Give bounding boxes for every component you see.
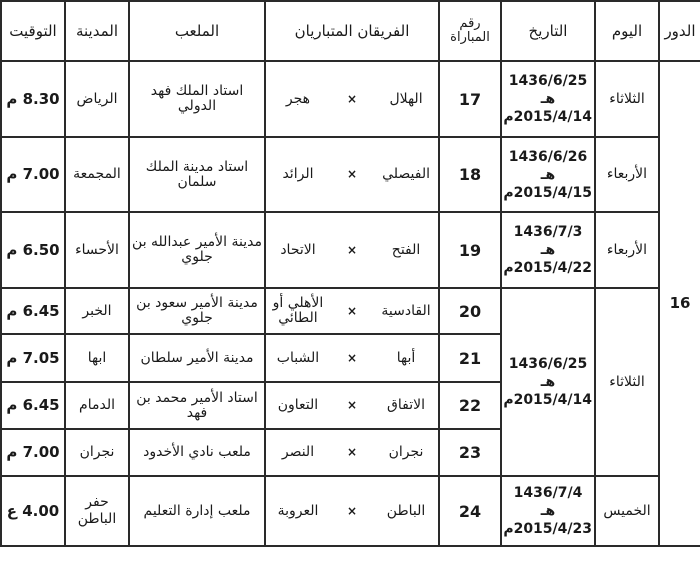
date-cell <box>501 212 595 288</box>
day-cell: الثلاثاء <box>595 288 659 476</box>
date-gregorian: 2015/4/14م <box>503 392 592 408</box>
date-gregorian: 2015/4/15م <box>503 184 592 201</box>
date-gregorian: 2015/4/23م <box>503 521 592 537</box>
stadium-cell: ملعب نادي الأخدود <box>129 429 265 476</box>
header-date: التاريخ <box>501 1 595 61</box>
match-number: 24 <box>439 476 501 546</box>
date-cell <box>501 61 595 137</box>
date-hijri: 1436/6/26 هـ <box>508 148 588 183</box>
team-b: العروبة <box>277 502 319 519</box>
team-b: التعاون <box>277 397 319 413</box>
match-number: 22 <box>439 382 501 429</box>
team-a: الباطن <box>386 502 426 519</box>
teams-cell <box>265 382 439 429</box>
city-cell: الخبر <box>65 288 129 334</box>
team-a: الفتح <box>391 241 421 258</box>
date-hijri: 1436/6/25 هـ <box>508 356 588 390</box>
stadium-cell: استاد مدينة الملك سلمان <box>129 137 265 212</box>
teams-cell <box>265 137 439 212</box>
header-time: التوقيت <box>1 1 65 61</box>
vs-symbol: × <box>346 398 358 412</box>
date-cell <box>501 137 595 212</box>
teams-cell <box>265 61 439 137</box>
teams-cell <box>265 334 439 382</box>
day-cell: الأربعاء <box>595 212 659 288</box>
teams-cell <box>265 212 439 288</box>
time-cell: 6.50 م <box>1 212 65 288</box>
time-cell: 7.00 م <box>1 137 65 212</box>
stadium-cell: مدينة الأمير عبدالله بن جلوي <box>129 212 265 288</box>
header-row <box>1 1 700 61</box>
time-cell: 6.45 م <box>1 382 65 429</box>
stadium-cell: استاد الملك فهد الدولي <box>129 61 265 137</box>
date-hijri: 1436/7/4 هـ <box>513 485 583 519</box>
match-number: 17 <box>439 61 501 137</box>
date-cell <box>501 288 595 476</box>
team-b: الاتحاد <box>280 241 316 258</box>
round-cell: 16 <box>659 61 700 546</box>
date-gregorian: 2015/4/14م <box>503 109 592 125</box>
table-row <box>1 288 700 334</box>
header-city: المدينة <box>65 1 129 61</box>
stadium-cell: استاد الأمير محمد بن فهد <box>129 382 265 429</box>
team-b: الأهلي أو الطائي <box>272 295 324 326</box>
city-cell: المجمعة <box>65 137 129 212</box>
team-a: الهلال <box>389 90 423 107</box>
vs-symbol: × <box>346 91 358 106</box>
team-a: نجران <box>388 444 424 460</box>
time-cell: 8.30 م <box>1 61 65 137</box>
day-cell: الثلاثاء <box>595 61 659 137</box>
time-cell: 4.00 ع <box>1 476 65 546</box>
time-cell: 7.05 م <box>1 334 65 382</box>
table-row <box>1 212 700 288</box>
team-a: القادسية <box>381 302 431 319</box>
team-a: الفيصلي <box>382 166 430 182</box>
team-a: أبها <box>396 349 416 366</box>
city-cell: نجران <box>65 429 129 476</box>
day-cell: الخميس <box>595 476 659 546</box>
city-cell: الرياض <box>65 61 129 137</box>
date-cell <box>501 476 595 546</box>
teams-cell <box>265 476 439 546</box>
stadium-cell: مدينة الأمير سلطان <box>129 334 265 382</box>
header-day: اليوم <box>595 1 659 61</box>
city-cell: حفر الباطن <box>65 476 129 546</box>
teams-cell <box>265 429 439 476</box>
team-a: الاتفاق <box>387 397 426 413</box>
team-b: الشباب <box>276 349 320 366</box>
city-cell: الأحساء <box>65 212 129 288</box>
vs-symbol: × <box>346 303 358 318</box>
stadium-cell: ملعب إدارة التعليم <box>129 476 265 546</box>
vs-symbol: × <box>346 445 358 459</box>
time-cell: 6.45 م <box>1 288 65 334</box>
date-hijri: 1436/7/3 هـ <box>513 224 583 258</box>
match-number: 21 <box>439 334 501 382</box>
vs-symbol: × <box>346 350 358 365</box>
header-teams: الفريقان المتباريان <box>265 1 439 61</box>
date-gregorian: 2015/4/22م <box>503 260 592 276</box>
day-cell: الأربعاء <box>595 137 659 212</box>
vs-symbol: × <box>346 167 358 181</box>
match-number: 20 <box>439 288 501 334</box>
city-cell: الدمام <box>65 382 129 429</box>
vs-symbol: × <box>346 503 358 518</box>
team-b: النصر <box>281 444 315 460</box>
match-number: 23 <box>439 429 501 476</box>
match-number: 19 <box>439 212 501 288</box>
header-stadium: الملعب <box>129 1 265 61</box>
table-row <box>1 476 700 546</box>
table-row <box>1 137 700 212</box>
stadium-cell: مدينة الأمير سعود بن جلوي <box>129 288 265 334</box>
vs-symbol: × <box>346 242 358 257</box>
teams-cell <box>265 288 439 334</box>
city-cell: ابها <box>65 334 129 382</box>
table-row <box>1 61 700 137</box>
date-hijri: 1436/6/25 هـ <box>508 73 588 107</box>
team-b: هجر <box>285 90 311 107</box>
team-b: الرائد <box>282 166 314 182</box>
match-number: 18 <box>439 137 501 212</box>
header-match-no: رقم المباراة <box>439 1 501 61</box>
header-round: الدور <box>659 1 700 61</box>
time-cell: 7.00 م <box>1 429 65 476</box>
